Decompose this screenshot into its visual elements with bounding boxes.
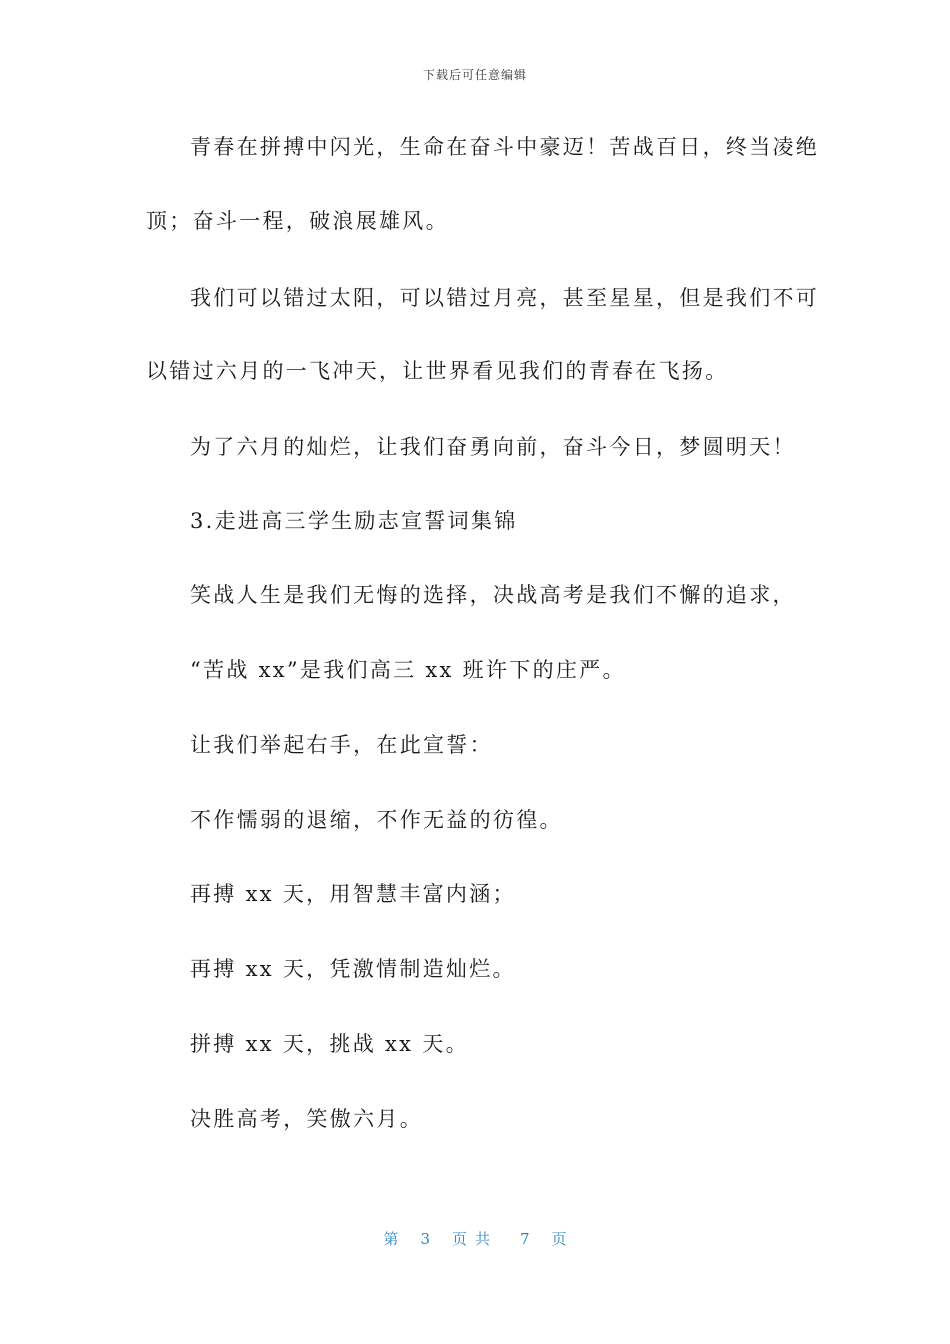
- paragraph-line: 不作懦弱的退缩，不作无益的彷徨。: [190, 808, 563, 832]
- paragraph-line: 青春在拼搏中闪光，生命在奋斗中豪迈！苦战百日，终当凌绝: [190, 135, 820, 159]
- footer-total-pages: 7: [520, 1230, 530, 1248]
- paragraph-line: “苦战 xx”是我们高三 xx 班许下的庄严。: [190, 658, 626, 682]
- paragraph-line: 笑战人生是我们无悔的选择，决战高考是我们不懈的追求，: [190, 583, 796, 607]
- paragraph-line: 让我们举起右手，在此宣誓：: [190, 733, 493, 757]
- paragraph-line: 拼搏 xx 天，挑战 xx 天。: [190, 1032, 469, 1056]
- paragraph-line: 我们可以错过太阳，可以错过月亮，甚至星星，但是我们不可: [190, 286, 820, 310]
- section-heading: 3.走进高三学生励志宣誓词集锦: [190, 509, 518, 533]
- footer-middle: 页共: [451, 1230, 498, 1248]
- paragraph-line: 顶；奋斗一程，破浪展雄风。: [146, 209, 449, 233]
- page-header: 下载后可任意编辑: [422, 68, 527, 82]
- paragraph-line: 为了六月的灿烂，让我们奋勇向前，奋斗今日，梦圆明天！: [190, 435, 796, 459]
- paragraph-line: 决胜高考，笑傲六月。: [190, 1107, 423, 1131]
- footer-current-page: 3: [420, 1230, 430, 1248]
- footer-suffix: 页: [551, 1230, 567, 1248]
- paragraph-line: 再搏 xx 天，用智慧丰富内涵；: [190, 882, 516, 906]
- paragraph-line: 以错过六月的一飞冲天，让世界看见我们的青春在飞扬。: [146, 359, 729, 383]
- footer-prefix: 第: [383, 1230, 399, 1248]
- page-footer: [0, 1228, 950, 1249]
- paragraph-line: 再搏 xx 天，凭激情制造灿烂。: [190, 957, 516, 981]
